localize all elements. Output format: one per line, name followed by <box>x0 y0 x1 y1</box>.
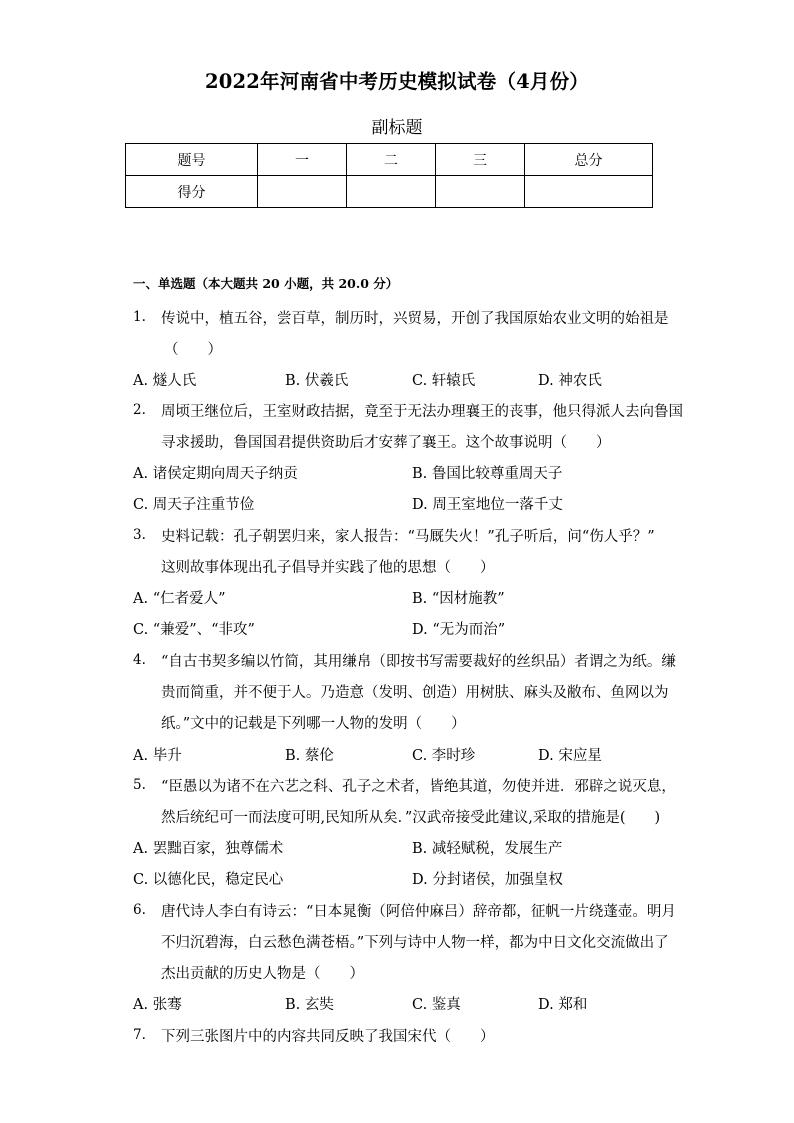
question-number: 1. <box>133 309 146 325</box>
question-text-line: 不归沉碧海，白云愁色满苍梧。”下列与诗中人物一样，都为中日文化交流做出了 <box>161 935 669 951</box>
answer-option[interactable]: A. 燧人氏 <box>133 373 197 389</box>
answer-option[interactable]: A. 张骞 <box>133 997 182 1013</box>
question-text-line: 史料记载：孔子朝罢归来，家人报告：“马厩失火！”孔子听后，问“伤人乎？” <box>161 529 655 545</box>
answer-option[interactable]: C. 以德化民，稳定民心 <box>133 872 284 888</box>
question-number: 2. <box>133 402 146 418</box>
score-table-score-row <box>126 176 653 208</box>
answer-option[interactable]: A. “仁者爱人” <box>133 591 226 607</box>
score-table-cell[interactable] <box>258 176 347 208</box>
answer-option[interactable]: A. 毕升 <box>133 748 182 764</box>
question-text-line: “自古书契多编以竹简，其用缣帛（即按书写需要裁好的丝织品）者谓之为纸。缣 <box>161 654 676 670</box>
question-text-line: 纸。”文中的记载是下列哪一人物的发明（ ） <box>161 716 466 732</box>
score-table-cell: 总分 <box>525 144 653 176</box>
score-table-cell: 三 <box>436 144 525 176</box>
subtitle: 副标题 <box>371 118 423 138</box>
answer-option[interactable]: A. 诸侯定期向周天子纳贡 <box>133 466 298 482</box>
answer-option[interactable]: D. “无为而治” <box>412 622 506 638</box>
question-text-line: 贵而简重，并不便于人。乃造意（发明、创造）用树肤、麻头及敝布、鱼网以为 <box>161 685 669 701</box>
question-number: 3. <box>133 527 146 543</box>
answer-option[interactable]: A. 罢黜百家，独尊儒术 <box>133 841 284 857</box>
section-heading: 一、单选题（本大题共 20 小题，共 20.0 分） <box>133 276 399 291</box>
score-table-cell[interactable] <box>525 176 653 208</box>
answer-option[interactable]: D. 宋应星 <box>538 748 602 764</box>
answer-option[interactable]: D. 周王室地位一落千丈 <box>412 497 563 513</box>
question-text-line: “臣愚以为诸不在六艺之科、孔子之术者，皆绝其道，勿使并进．邪辟之说灭息， <box>161 779 676 795</box>
question-number: 5. <box>133 777 146 793</box>
answer-option[interactable]: C. 周天子注重节俭 <box>133 497 255 513</box>
score-table-cell: 一 <box>258 144 347 176</box>
question-text-line: 杰出贡献的历史人物是（ ） <box>161 966 364 982</box>
score-table <box>125 143 653 208</box>
question-number: 4. <box>133 652 146 668</box>
question-text-line: 然后统纪可一而法度可明,民知所从矣．”汉武帝接受此建议,采取的措施是( ) <box>161 810 661 826</box>
answer-option[interactable]: B. 蔡伦 <box>285 748 334 764</box>
answer-option[interactable]: C. “兼爱”、“非攻” <box>133 622 255 638</box>
question-number: 7. <box>133 1027 146 1043</box>
answer-option[interactable]: D. 神农氏 <box>538 373 602 389</box>
answer-option[interactable]: B. 鲁国比较尊重周天子 <box>412 466 563 482</box>
answer-option[interactable]: D. 分封诸侯，加强皇权 <box>412 872 563 888</box>
answer-option[interactable]: B. 伏羲氏 <box>285 373 349 389</box>
answer-option[interactable]: C. 李时珍 <box>412 748 476 764</box>
question-text-line: 传说中，植五谷，尝百草，制历时，兴贸易，开创了我国原始农业文明的始祖是 <box>161 311 669 327</box>
question-text-line: 这则故事体现出孔子倡导并实践了他的思想（ ） <box>161 560 495 576</box>
answer-option[interactable]: D. 郑和 <box>538 997 588 1013</box>
question-text-line: 下列三张图片中的内容共同反映了我国宋代（ ） <box>161 1029 495 1045</box>
score-table-header-row <box>126 144 653 176</box>
question-text-line: 周顷王继位后，王室财政拮据，竟至于无法办理襄王的丧事，他只得派人去向鲁国 <box>161 404 683 420</box>
question-text-line: （ ） <box>164 342 222 358</box>
score-table-cell: 二 <box>347 144 436 176</box>
answer-option[interactable]: B. 减轻赋税，发展生产 <box>412 841 563 857</box>
answer-option[interactable]: C. 鉴真 <box>412 997 461 1013</box>
question-text-line: 寻求援助，鲁国国君提供资助后才安葬了襄王。这个故事说明（ ） <box>161 435 611 451</box>
question-text-line: 唐代诗人李白有诗云：“日本晁衡（阿倍仲麻吕）辞帝都，征帆一片绕蓬壶。明月 <box>161 904 676 920</box>
score-table-cell[interactable] <box>347 176 436 208</box>
score-table-cell: 题号 <box>126 144 258 176</box>
score-table-cell: 得分 <box>126 176 258 208</box>
question-number: 6. <box>133 902 146 918</box>
score-table-cell[interactable] <box>436 176 525 208</box>
answer-option[interactable]: B. 玄奘 <box>285 997 334 1013</box>
answer-option[interactable]: C. 轩辕氏 <box>412 373 476 389</box>
answer-option[interactable]: B. “因材施教” <box>412 591 505 607</box>
page-title: 2022年河南省中考历史模拟试卷（4月份） <box>204 70 590 93</box>
